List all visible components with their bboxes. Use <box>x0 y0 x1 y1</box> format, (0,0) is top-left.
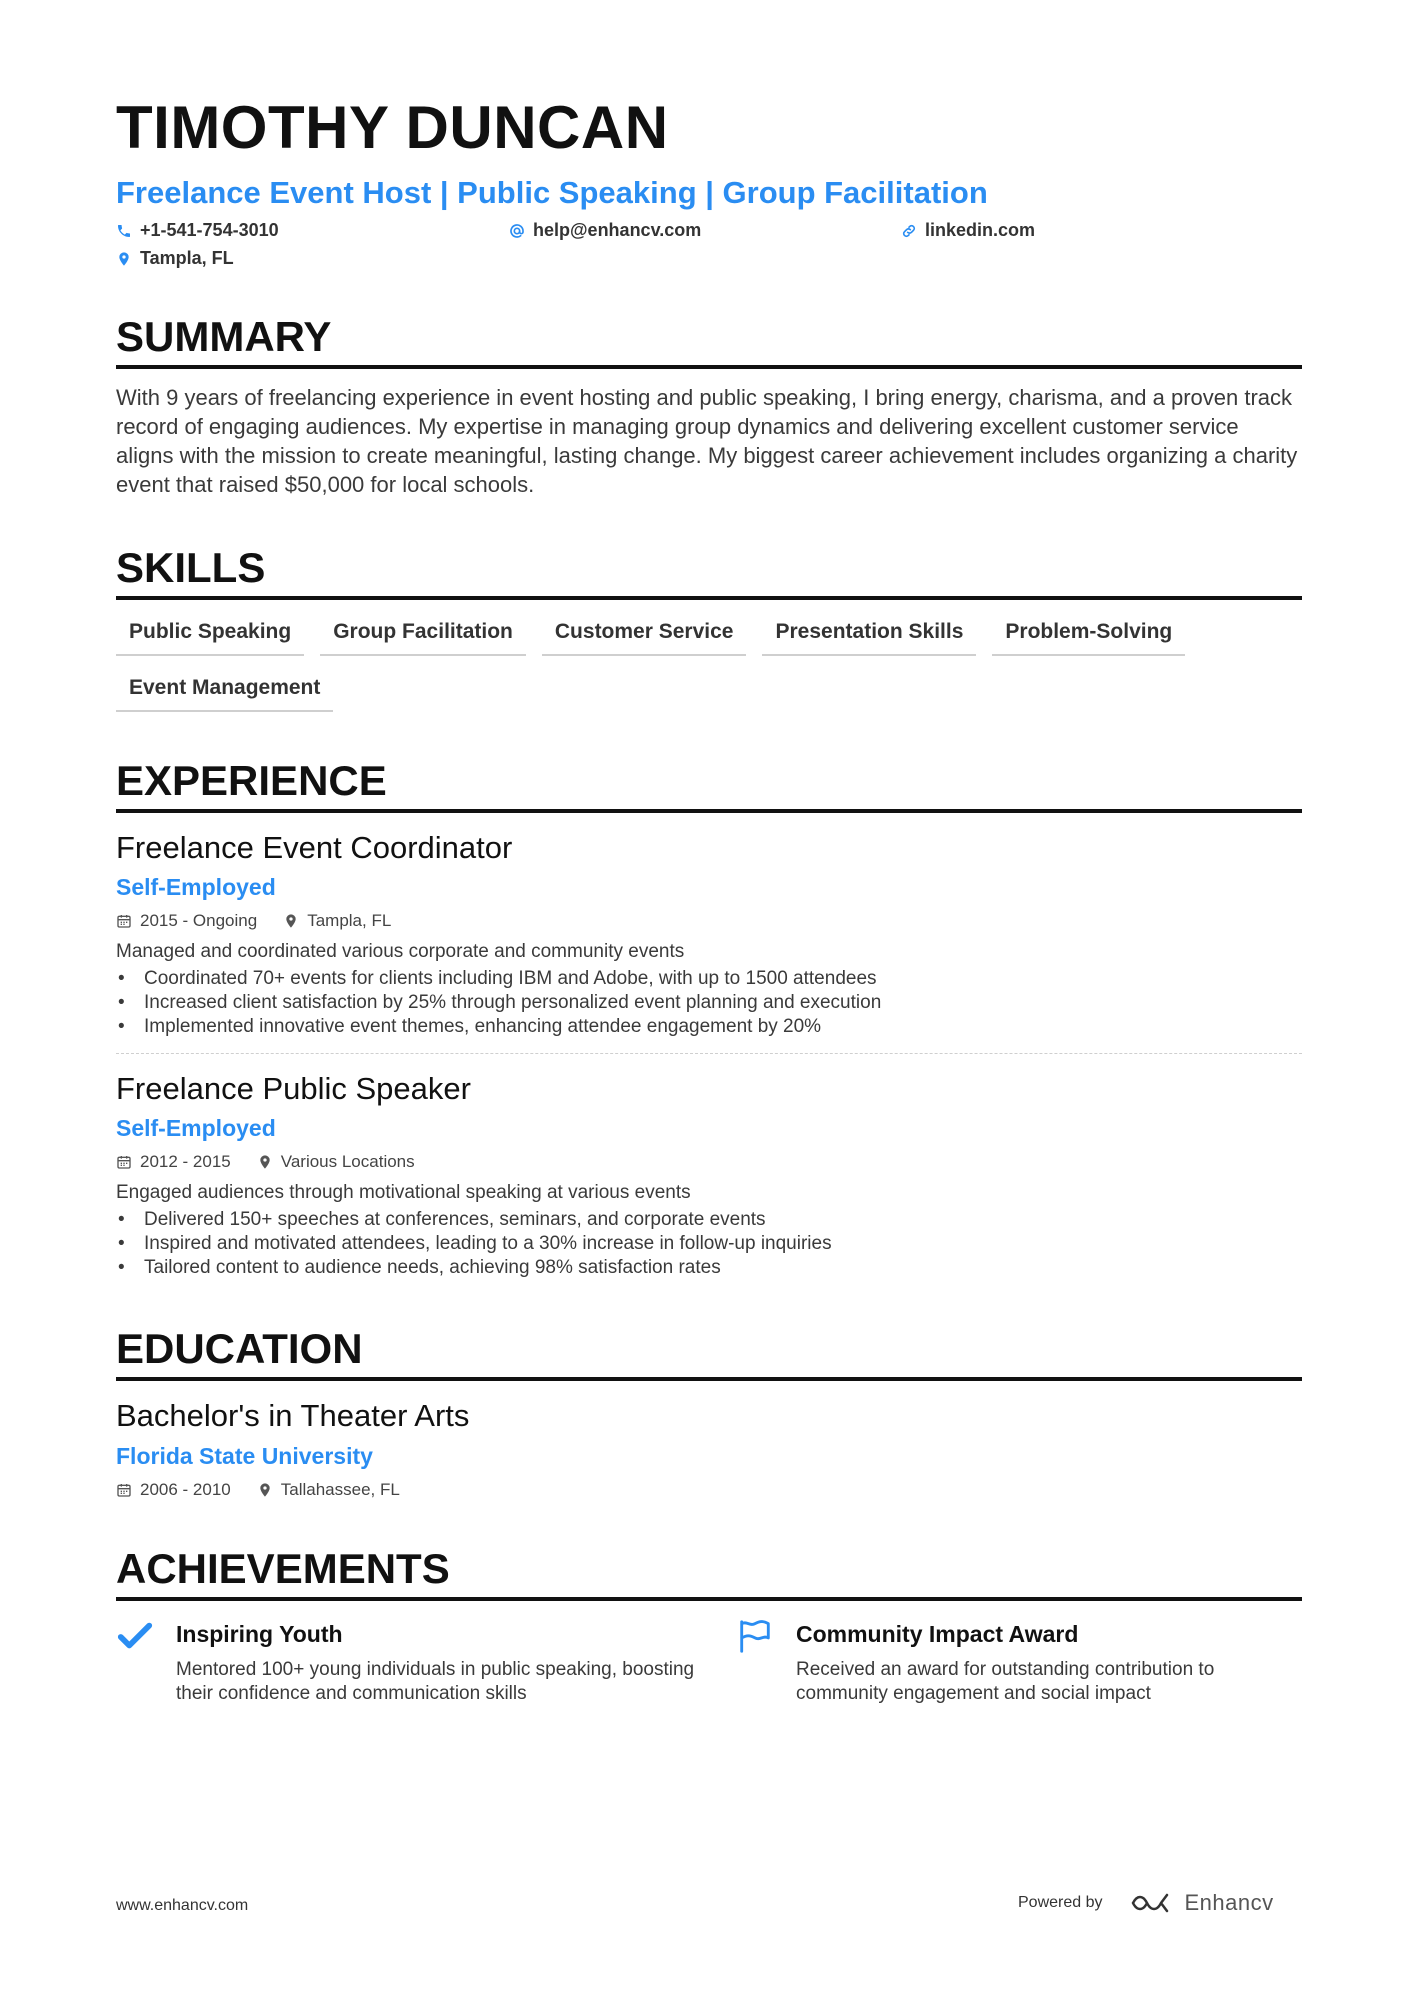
list-item: • Implemented innovative event themes, enhancing attendee engagement by 20% <box>116 1015 1302 1039</box>
contact-info <box>116 220 1302 278</box>
achievements-section <box>116 1544 1302 1706</box>
footer-website[interactable]: www.enhancv.com <box>116 1897 249 1914</box>
achievement-title: Inspiring Youth <box>176 1620 343 1647</box>
powered-by-text: Powered by <box>1018 1894 1103 1911</box>
phone-icon <box>116 223 132 239</box>
school-name: Florida State University <box>116 1442 373 1469</box>
skills-list <box>116 614 1302 712</box>
summary-section <box>116 313 1302 499</box>
job-location-text: Tampla, FL <box>307 911 392 931</box>
job-title: Freelance Event Coordinator <box>116 830 513 866</box>
enhancv-logo[interactable] <box>1129 1890 1274 1916</box>
achievement-desc: Received an award for outstanding contribution to community engagement and social impact <box>796 1658 1215 1704</box>
job-bullets <box>116 967 1302 1039</box>
job-bullets <box>116 1208 1302 1280</box>
job-title: Freelance Public Speaker <box>116 1071 471 1107</box>
achievements-heading: ACHIEVEMENTS <box>116 1548 1302 1601</box>
linkedin-text: linkedin.com <box>925 220 1036 241</box>
experience-section <box>116 757 1302 1280</box>
job-meta <box>116 1152 1302 1172</box>
education-dates <box>116 1480 231 1500</box>
skill-tag: Problem-Solving <box>992 614 1185 656</box>
achievement-desc: Mentored 100+ young individuals in public speaking, boosting their confidence and communication skills <box>176 1658 695 1704</box>
calendar-icon <box>116 1482 132 1498</box>
location-pin-icon <box>283 913 299 929</box>
contact-email[interactable] <box>509 220 701 241</box>
skill-tag: Presentation Skills <box>762 614 976 656</box>
job-divider <box>116 1053 1302 1054</box>
achievement-title: Community Impact Award <box>796 1620 1079 1647</box>
contact-linkedin[interactable] <box>901 220 1035 241</box>
job-location-text: Various Locations <box>280 1152 415 1172</box>
education-dates-text: 2006 - 2010 <box>140 1479 231 1499</box>
company-name: Self-Employed <box>116 874 276 901</box>
list-item: • Increased client satisfaction by 25% through personalized event planning and execution <box>116 991 1302 1015</box>
job-dates-text: 2012 - 2015 <box>140 1152 231 1172</box>
location-pin-icon <box>257 1154 273 1170</box>
contact-location <box>116 248 234 269</box>
at-icon <box>509 223 525 239</box>
skill-tag: Public Speaking <box>116 614 304 656</box>
education-section <box>116 1325 1302 1499</box>
achievement-item <box>116 1617 736 1706</box>
education-meta <box>116 1480 1302 1500</box>
summary-heading: SUMMARY <box>116 316 1302 369</box>
achievement-body <box>176 1617 736 1706</box>
footer-branding <box>1018 1890 1274 1916</box>
skill-tag: Event Management <box>116 670 333 712</box>
location-pin-icon <box>116 251 132 267</box>
calendar-icon <box>116 1154 132 1170</box>
job-entry <box>116 829 1302 1039</box>
job-meta <box>116 911 1302 931</box>
job-dates <box>116 1152 231 1172</box>
enhancv-logo-icon <box>1129 1891 1175 1915</box>
achievement-body <box>796 1617 1296 1706</box>
skill-tag: Customer Service <box>542 614 747 656</box>
location-pin-icon <box>257 1482 273 1498</box>
list-item: • Inspired and motivated attendees, leading to a 30% increase in follow-up inquiries <box>116 1232 1302 1256</box>
degree-title: Bachelor's in Theater Arts <box>116 1398 470 1434</box>
skills-section <box>116 544 1302 712</box>
location-text: Tampla, FL <box>140 248 234 269</box>
job-dates-text: 2015 - Ongoing <box>140 911 258 931</box>
skill-tag: Group Facilitation <box>320 614 526 656</box>
link-icon <box>901 223 917 239</box>
calendar-icon <box>116 913 132 929</box>
education-location-text: Tallahassee, FL <box>280 1479 400 1499</box>
summary-text: With 9 years of freelancing experience in event hosting and public speaking, I bring energy, charisma, and a proven track record of engaging audiences. My expertise in managing group dynamics and delivering excellent customer service aligns with the mission to create meaningful, lasting change. My biggest career achievement includes organizing a charity event that raised $50,000 for local schools. <box>116 385 1298 498</box>
email-text: help@enhancv.com <box>533 220 702 241</box>
job-dates <box>116 911 257 931</box>
skills-heading: SKILLS <box>116 547 1302 600</box>
achievement-item <box>736 1617 1296 1706</box>
job-description: Managed and coordinated various corporate and community events <box>116 941 685 963</box>
candidate-name: TIMOTHY DUNCAN <box>116 94 669 161</box>
job-location <box>257 1152 415 1172</box>
checkmark-icon <box>116 1617 154 1655</box>
resume-page <box>116 94 1302 1706</box>
education-location <box>257 1480 400 1500</box>
job-entry <box>116 1070 1302 1280</box>
education-heading: EDUCATION <box>116 1328 1302 1381</box>
brand-name: Enhancv <box>1184 1890 1274 1915</box>
job-location <box>283 911 391 931</box>
phone-text: +1-541-754-3010 <box>140 220 279 241</box>
list-item: • Coordinated 70+ events for clients including IBM and Adobe, with up to 1500 attendees <box>116 967 1302 991</box>
achievements-grid <box>116 1617 1302 1706</box>
experience-heading: EXPERIENCE <box>116 760 1302 813</box>
list-item: • Tailored content to audience needs, achieving 98% satisfaction rates <box>116 1256 1302 1280</box>
company-name: Self-Employed <box>116 1115 276 1142</box>
contact-phone[interactable] <box>116 220 279 241</box>
list-item: • Delivered 150+ speeches at conferences, seminars, and corporate events <box>116 1208 1302 1232</box>
headline: Freelance Event Host | Public Speaking | Group Facilitation <box>116 175 988 210</box>
flag-icon <box>736 1617 774 1655</box>
job-description: Engaged audiences through motivational speaking at various events <box>116 1182 691 1204</box>
